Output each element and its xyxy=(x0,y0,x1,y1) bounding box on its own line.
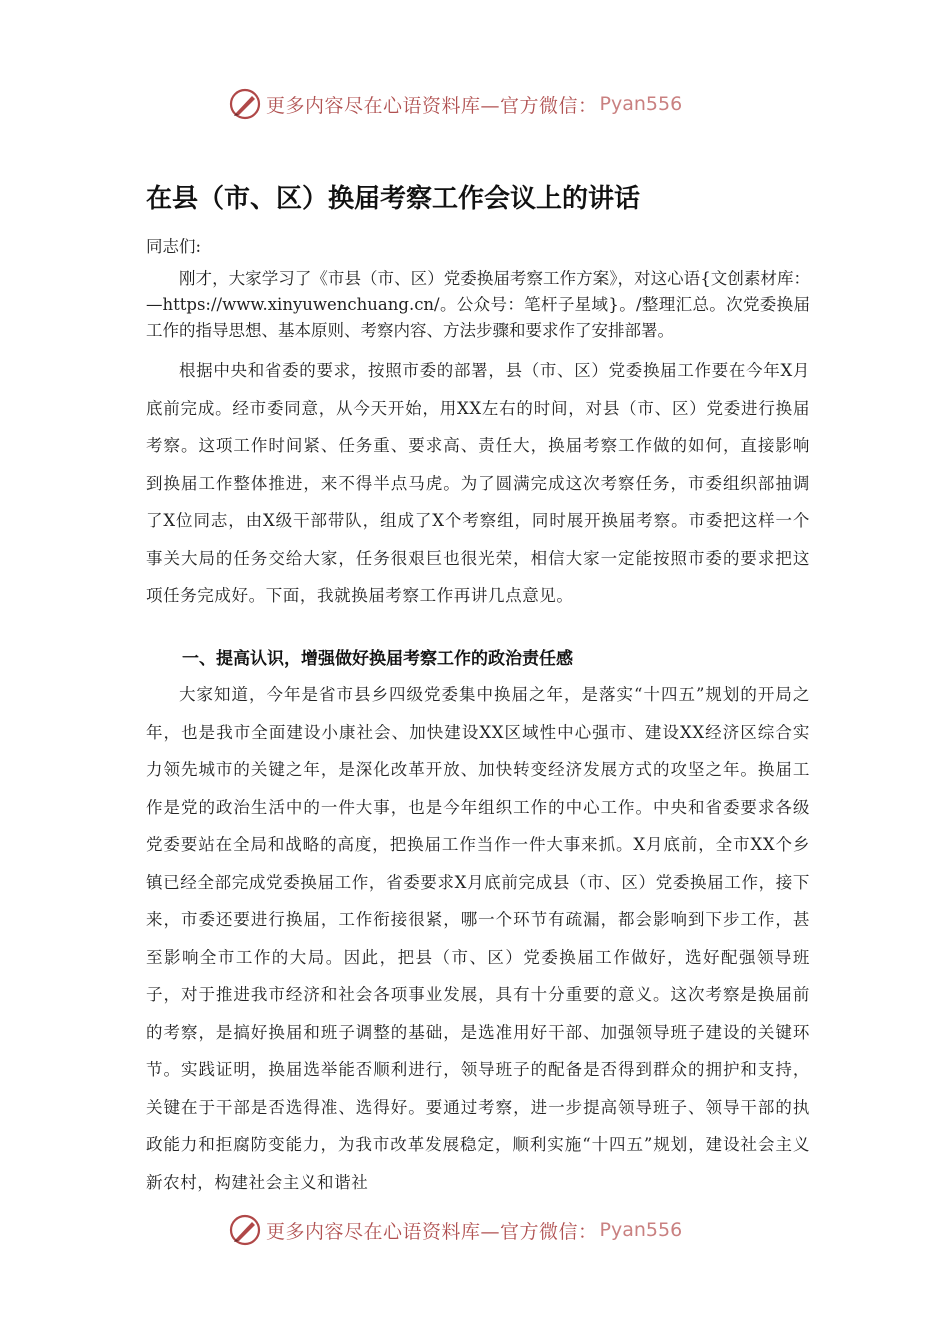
watermark-contact: Pyan556 xyxy=(599,1219,683,1241)
pen-logo-icon xyxy=(228,87,262,121)
watermark-contact: Pyan556 xyxy=(599,93,683,115)
document-title: 在县（市、区）换届考察工作会议上的讲话 xyxy=(146,184,641,214)
watermark-banner-top xyxy=(228,84,728,124)
pen-logo-icon xyxy=(228,1213,262,1247)
salutation: 同志们: xyxy=(146,237,202,256)
watermark-text: 更多内容尽在心语资料库—官方微信： xyxy=(266,1220,598,1243)
paragraph-3: 大家知道，今年是省市县乡四级党委集中换届之年，是落实“十四五”规划的开局之年，也是我市全面建设小康社会、加快建设XX区域性中心强市、建设XX经济区综合实力领先城市的关键之年，是深化改革开放、加快转变经济发展方式的攻坚之年。换届工作是党的政治生活中的一件大事，也是今年组织工作的中心工作。中央和省委要求各级党委要站在全局和战略的高度，把换届工作当作一件大事来抓。X月底前，全市XX个乡镇已经全部完成党委换届工作，省委要求X月底前完成县（市、区）党委换届工作，接下来，市委还要进行换届，工作衔接很紧，哪一个环节有疏漏，都会影响到下步工作，甚至影响全市工作的大局。因此，把县（市、区）党委换届工作做好，选好配强领导班子，对于推进我市经济和社会各项事业发展，具有十分重要的意义。这次考察是换届前的考察，是搞好换届和班子调整的基础，是选准用好干部、加强领导班子建设的关键环节。实践证明，换届选举能否顺利进行，领导班子的配备是否得到群众的拥护和支持，关键在于干部是否选得准、选得好。要通过考察，进一步提高领导班子、领导干部的执政能力和拒腐防变能力，为我市改革发展稳定，顺利实施“十四五”规划，建设社会主义新农村，构建社会主义和谐社 xyxy=(146,685,810,1192)
paragraph-2: 根据中央和省委的要求，按照市委的部署，县（市、区）党委换届工作要在今年X月底前完成。经市委同意，从今天开始，用XX左右的时间，对县（市、区）党委进行换届考察。这项工作时间紧、任务重、要求高、责任大，换届考察工作做的如何，直接影响到换届工作整体推进，来不得半点马虎。为了圆满完成这次考察任务，市委组织部抽调了X位同志，由X级干部带队，组成了X个考察组，同时展开换届考察。市委把这样一个事关大局的任务交给大家，任务很艰巨也很光荣，相信大家一定能按照市委的要求把这项任务完成好。下面，我就换届考察工作再讲几点意见。 xyxy=(146,361,810,605)
watermark-banner-bottom xyxy=(228,1210,728,1250)
section-heading-1: 一、提高认识，增强做好换届考察工作的政治责任感 xyxy=(182,649,573,669)
watermark-text: 更多内容尽在心语资料库—官方微信： xyxy=(266,94,598,117)
paragraph-1: 刚才，大家学习了《市县（市、区）党委换届考察工作方案》，对这心语{文创素材库：—https://www.xinyuwenchuang.cn/。公众号：笔杆子星域}。/整理汇总。次党委换届工作的指导思想、基本原则、考察内容、方法步骤和要求作了安排部署。 xyxy=(146,269,810,340)
